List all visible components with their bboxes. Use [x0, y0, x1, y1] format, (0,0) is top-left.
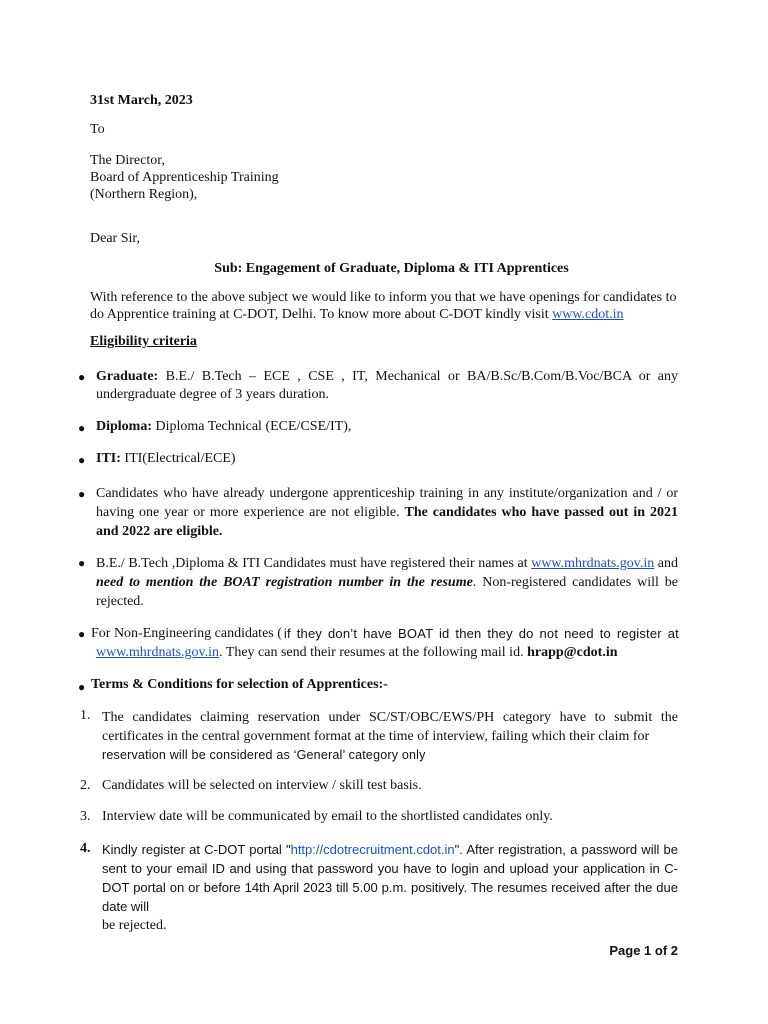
iti-label: ITI: — [96, 451, 121, 466]
term-4-text-3: be rejected. — [102, 918, 167, 933]
term-1-number: 1. — [80, 708, 91, 723]
non-eng-link[interactable]: www.mhrdnats.gov.in — [96, 645, 220, 660]
diploma-item — [96, 419, 351, 435]
non-eng-text-1: For Non-Engineering candidates ( — [91, 626, 282, 641]
non-engineering-item — [91, 624, 679, 662]
graduate-item — [96, 368, 678, 404]
iti-item — [96, 451, 236, 467]
term-4-body — [102, 840, 678, 916]
cdot-link[interactable]: www.cdot.in — [552, 307, 624, 322]
page-number: Page 1 of 2 — [609, 943, 678, 958]
bullet-icon: ● — [78, 556, 86, 570]
term-4-number: 4. — [80, 841, 91, 856]
graduate-label: Graduate: — [96, 369, 159, 384]
eligibility-heading: Eligibility criteria — [90, 334, 197, 349]
non-eng-text-3: . They can send their resumes at the following mail id. — [219, 645, 528, 660]
intro-paragraph — [90, 289, 680, 323]
term-4 — [102, 840, 678, 935]
hrapp-email: hrapp@cdot.in — [527, 645, 618, 660]
bullet-icon: ● — [78, 680, 86, 694]
term-1 — [102, 708, 678, 765]
graduate-text: B.E./ B.Tech – ECE , CSE , IT, Mechanical or BA/B.Sc/B.Com/B.Voc/BCA or any undergraduate degree of 3 years duration. — [96, 369, 678, 402]
non-eng-line-1 — [91, 624, 679, 643]
diploma-text: Diploma Technical (ECE/CSE/IT), — [152, 419, 352, 434]
experience-item — [96, 484, 678, 541]
term-3-number: 3. — [80, 809, 91, 824]
registration-text-2: and — [654, 556, 678, 571]
term-1-text: The candidates claiming reservation under SC/ST/OBC/EWS/PH category have to submit the certificates in the central government format at the time of interview, failing which their claim for — [102, 710, 678, 744]
diploma-label: Diploma: — [96, 419, 152, 434]
term-4-text-2: ". After registration, a password will be sent to your email ID and using that password you have to login and upload your application in C-DOT portal on or before 14th April 2023 till 5.00 p.m. positively. The resumes received after the due date will — [102, 842, 679, 914]
registration-text-3: . Non-registered candidates will be rejected. — [96, 575, 678, 609]
recipient-line-3: (Northern Region), — [90, 187, 198, 202]
letter-date: 31st March, 2023 — [90, 93, 193, 108]
bullet-icon: ● — [78, 487, 86, 501]
terms-heading: Terms & Conditions for selection of Apprentices:- — [91, 677, 388, 692]
subject-line: Sub: Engagement of Graduate, Diploma & ITI Apprentices — [214, 261, 569, 276]
recipient-block — [90, 152, 279, 203]
bullet-icon: ● — [78, 370, 86, 384]
salutation-to: To — [90, 122, 105, 137]
greeting: Dear Sir, — [90, 231, 140, 246]
bullet-icon: ● — [78, 627, 86, 641]
experience-text: Candidates who have already undergone apprenticeship training in any institute/organization and / or having one year or more experience are not eligible. — [96, 486, 678, 520]
term-2-text: Candidates will be selected on interview / skill test basis. — [102, 778, 422, 793]
bullet-icon: ● — [78, 453, 86, 467]
cdot-portal-link[interactable]: http://cdotrecruitment.cdot.in — [290, 842, 455, 857]
iti-text: ITI(Electrical/ECE) — [120, 451, 236, 466]
non-eng-line-2 — [91, 643, 679, 662]
term-4-text-1: Kindly register at C-DOT portal " — [102, 842, 291, 857]
recipient-line-2: Board of Apprenticeship Training — [90, 170, 279, 185]
recipient-line-1: The Director, — [90, 153, 165, 168]
term-3-text: Interview date will be communicated by email to the shortlisted candidates only. — [102, 809, 553, 824]
bullet-icon: ● — [78, 421, 86, 435]
term-1-text-last: reservation will be considered as ‘General’ category only — [102, 748, 426, 762]
non-eng-text-2: if they don’t have BOAT id then they do not need to register at — [283, 626, 679, 641]
intro-text: With reference to the above subject we would like to inform you that we have openings for candidates to do Apprentice training at C-DOT, Delhi. To know more about C-DOT kindly visit — [90, 290, 677, 322]
registration-item — [96, 554, 678, 611]
experience-bold: The candidates who have passed out in 2021 and 2022 are eligible. — [96, 505, 678, 539]
mhrdnats-link[interactable]: www.mhrdnats.gov.in — [531, 556, 655, 571]
registration-bold-italic: need to mention the BOAT registration number in the resume — [96, 575, 473, 590]
term-2-number: 2. — [80, 778, 91, 793]
registration-text-1: B.E./ B.Tech ,Diploma & ITI Candidates must have registered their names at — [96, 556, 532, 571]
